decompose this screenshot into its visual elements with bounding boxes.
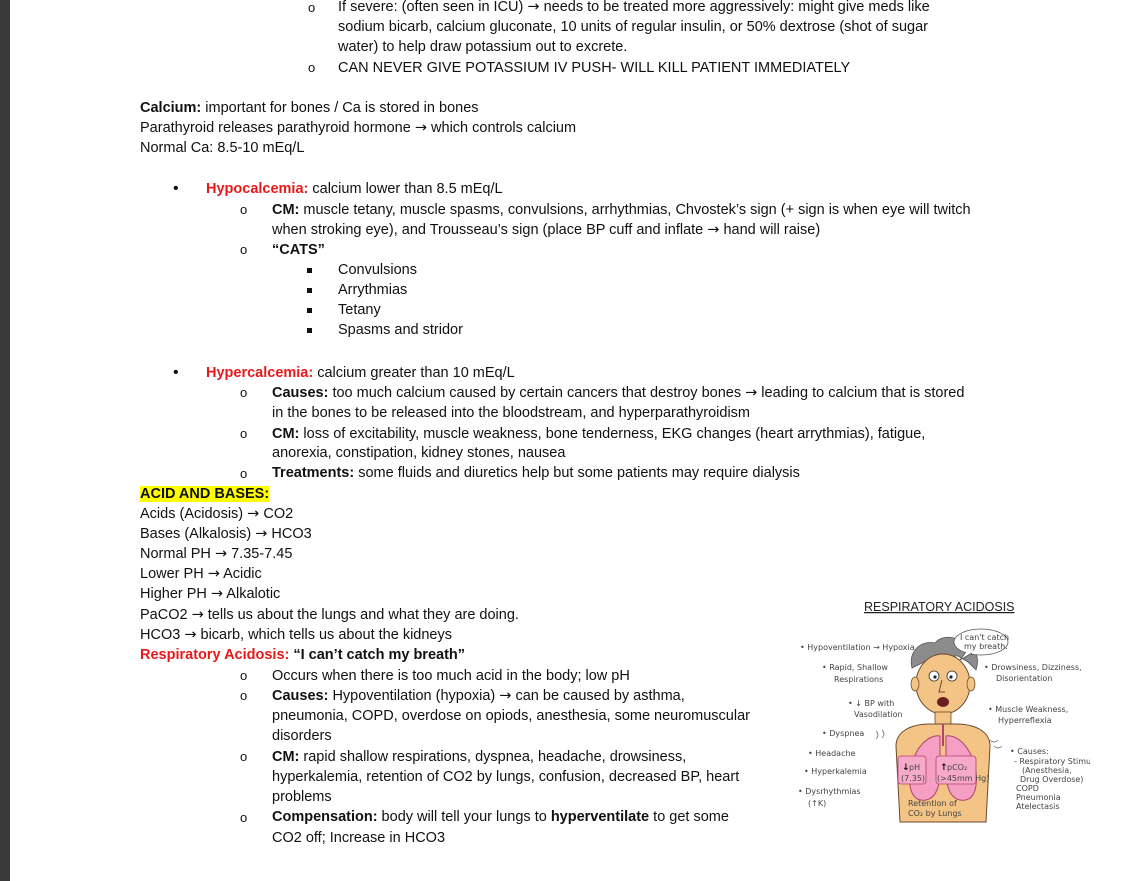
caption-rapid-2: Respirations [834,675,884,684]
bubble-line-1: I can't catch [960,633,1010,642]
caption-causes-2: - Respiratory Stimul. [1014,757,1090,766]
pco2-label: pCO₂ [947,763,968,772]
normal-ph-line: Normal PH → 7.35-7.45 [140,546,293,562]
right-ear [967,677,975,691]
resp-cm-line-2: hyperkalemia, retention of CO2 by lungs, confusion, decreased BP, heart [272,769,740,785]
respiratory-acidosis-figure [790,596,1090,828]
caption-causes-6: Pneumonia [1016,793,1061,802]
caption-bp-2: Vasodilation [854,710,903,719]
arrow-icon: → [210,586,224,602]
square-bullet [307,328,312,333]
round-bullet: • [173,364,179,381]
caption-dyspnea: • Dyspnea [822,729,865,738]
bubble-line-2: my breath. [964,642,1008,651]
paco2-line: PaCO2 → tells us about the lungs and what they are doing. [140,607,519,623]
resp-cm-line-3: problems [272,789,332,805]
caption-dysrhythmias-2: (↑K) [808,799,827,808]
retention-line-2: CO₂ by Lungs [908,809,962,818]
caption-muscle-2: Hyperreflexia [998,716,1052,725]
breath-marks-right [990,740,1002,748]
mouth [937,697,949,707]
calcium-intro: Calcium: important for bones / Ca is stored in bones [140,100,479,116]
caption-causes-7: Atelectasis [1016,802,1060,811]
resp-causes-line-2: pneumonia, COPD, overdose on opiods, anesthesia, some neuromuscular [272,708,750,724]
cats-heading: “CATS” [272,242,325,258]
lower-ph-line: Lower PH → Acidic [140,566,262,582]
potassium-never-push: CAN NEVER GIVE POTASSIUM IV PUSH- WILL KILL PATIENT IMMEDIATELY [338,60,851,76]
arrow-icon: → [207,566,220,582]
ph-value: (7.35) [901,774,926,783]
ph-down-arrow: ↓ [902,763,910,773]
arrow-icon: → [247,506,260,522]
arrow-icon: → [745,385,758,401]
resp-compensation-line-1: Compensation: body will tell your lungs to hyperventilate to get some [272,809,729,825]
higher-ph-line: Higher PH → Alkalotic [140,586,281,602]
hypercalcemia-cm-line-1: CM: loss of excitability, muscle weakness, bone tenderness, EKG changes (heart arrythmias), fatigue, [272,426,926,442]
caption-bp-1: • ↓ BP with [848,699,895,708]
arrow-icon: → [191,607,204,623]
resp-occurs: Occurs when there is too much acid in the body; low pH [272,668,630,684]
hollow-bullet-2: o [308,60,316,75]
hollow-bullet: o [240,810,248,825]
arrow-icon: → [214,546,228,562]
hollow-bullet: o [240,426,248,441]
hypocalcemia-heading: Hypocalcemia: calcium lower than 8.5 mEq/L [206,181,503,197]
hollow-bullet: o [240,688,248,703]
potassium-severe-line-2: sodium bicarb, calcium gluconate, 10 units of regular insulin, or 50% dextrose (shot of sugar [338,19,928,35]
resp-causes-line-3: disorders [272,728,332,744]
cats-item: Arrythmias [338,282,408,298]
caption-causes-5: COPD [1016,784,1039,793]
arrow-icon: → [707,222,720,238]
breath-marks-left [876,730,884,739]
caption-hypoventilation: • Hypoventilation → Hypoxia [800,643,915,652]
calcium-normal: Normal Ca: 8.5-10 mEq/L [140,140,305,156]
square-bullet [307,288,312,293]
hco3-line: HCO3 → bicarb, which tells us about the kidneys [140,627,452,643]
hollow-bullet: o [240,202,248,217]
square-bullet [307,268,312,273]
potassium-severe-line-3: water) to help draw potassium out to excrete. [338,39,628,55]
round-bullet: • [173,180,179,197]
retention-line-1: Retention of [908,799,957,808]
caption-muscle-1: • Muscle Weakness, [988,705,1069,714]
ph-label: pH [909,763,921,772]
hypocalcemia-cm-line-2: when stroking eye), and Trousseau’s sign (place BP cuff and inflate → hand will raise) [272,222,821,238]
pco2-value: (>45mm Hg) [937,774,990,783]
hypercalcemia-heading: Hypercalcemia: calcium greater than 10 mEq/L [206,365,515,381]
caption-causes-3: (Anesthesia, [1022,766,1072,775]
resp-acidosis-heading: Respiratory Acidosis: “I can’t catch my breath” [140,647,466,663]
hollow-bullet-1: o [308,0,316,15]
arrow-icon: → [527,0,540,15]
arrow-icon: → [414,120,427,136]
left-page-edge [0,0,10,881]
left-pupil [933,675,936,678]
caption-rapid-1: • Rapid, Shallow [822,663,888,672]
calcium-parathyroid: Parathyroid releases parathyroid hormone → which controls calcium [140,120,577,136]
cats-item: Tetany [338,302,381,318]
caption-hyperkalemia: • Hyperkalemia [804,767,867,776]
hypercalcemia-treatments: Treatments: some fluids and diuretics help but some patients may require dialysis [272,465,800,481]
hollow-bullet: o [240,749,248,764]
right-pupil [949,675,952,678]
cats-item: Convulsions [338,262,417,278]
hypercalcemia-causes-line-1: Causes: too much calcium caused by certain cancers that destroy bones → leading to calcium that is stored [272,385,965,401]
acid-bases-heading: ACID AND BASES: [140,486,270,502]
left-ear [911,677,919,691]
bases-line: Bases (Alkalosis) → HCO3 [140,526,312,542]
pco2-up-arrow: ↑ [940,763,948,773]
caption-causes-4: Drug Overdose) [1020,775,1084,784]
caption-headache: • Headache [808,749,856,758]
hypocalcemia-cm-line-1: CM: muscle tetany, muscle spasms, convulsions, arrhythmias, Chvostek’s sign (+ sign is when eye will twitch [272,202,971,218]
resp-cm-line-1: CM: rapid shallow respirations, dyspnea, headache, drowsiness, [272,749,687,765]
hollow-bullet: o [240,668,248,683]
square-bullet [307,308,312,313]
arrow-icon: → [255,526,268,542]
acids-line: Acids (Acidosis) → CO2 [140,506,294,522]
caption-drowsiness-2: Disorientation [996,674,1053,683]
hypercalcemia-cm-line-2: anorexia, constipation, kidney stones, nausea [272,445,566,461]
caption-dysrhythmias-1: • Dysrhythmias [798,787,861,796]
caption-drowsiness-1: • Drowsiness, Dizziness, [984,663,1082,672]
hypercalcemia-causes-line-2: in the bones to be released into the bloodstream, and hyperparathyroidism [272,405,750,421]
arrow-icon: → [184,627,197,643]
cats-item: Spasms and stridor [338,322,463,338]
hollow-bullet: o [240,466,248,481]
hollow-bullet: o [240,242,248,257]
resp-causes-line-1: Causes: Hypoventilation (hypoxia) → can be caused by asthma, [272,688,685,704]
arrow-icon: → [499,688,512,704]
hollow-bullet: o [240,385,248,400]
resp-compensation-line-2: CO2 off; Increase in HCO3 [272,830,446,846]
caption-causes-1: • Causes: [1010,747,1049,756]
potassium-severe-line-1: If severe: (often seen in ICU) → needs to be treated more aggressively: might give meds like [338,0,930,15]
figure-title: RESPIRATORY ACIDOSIS [864,600,1015,614]
